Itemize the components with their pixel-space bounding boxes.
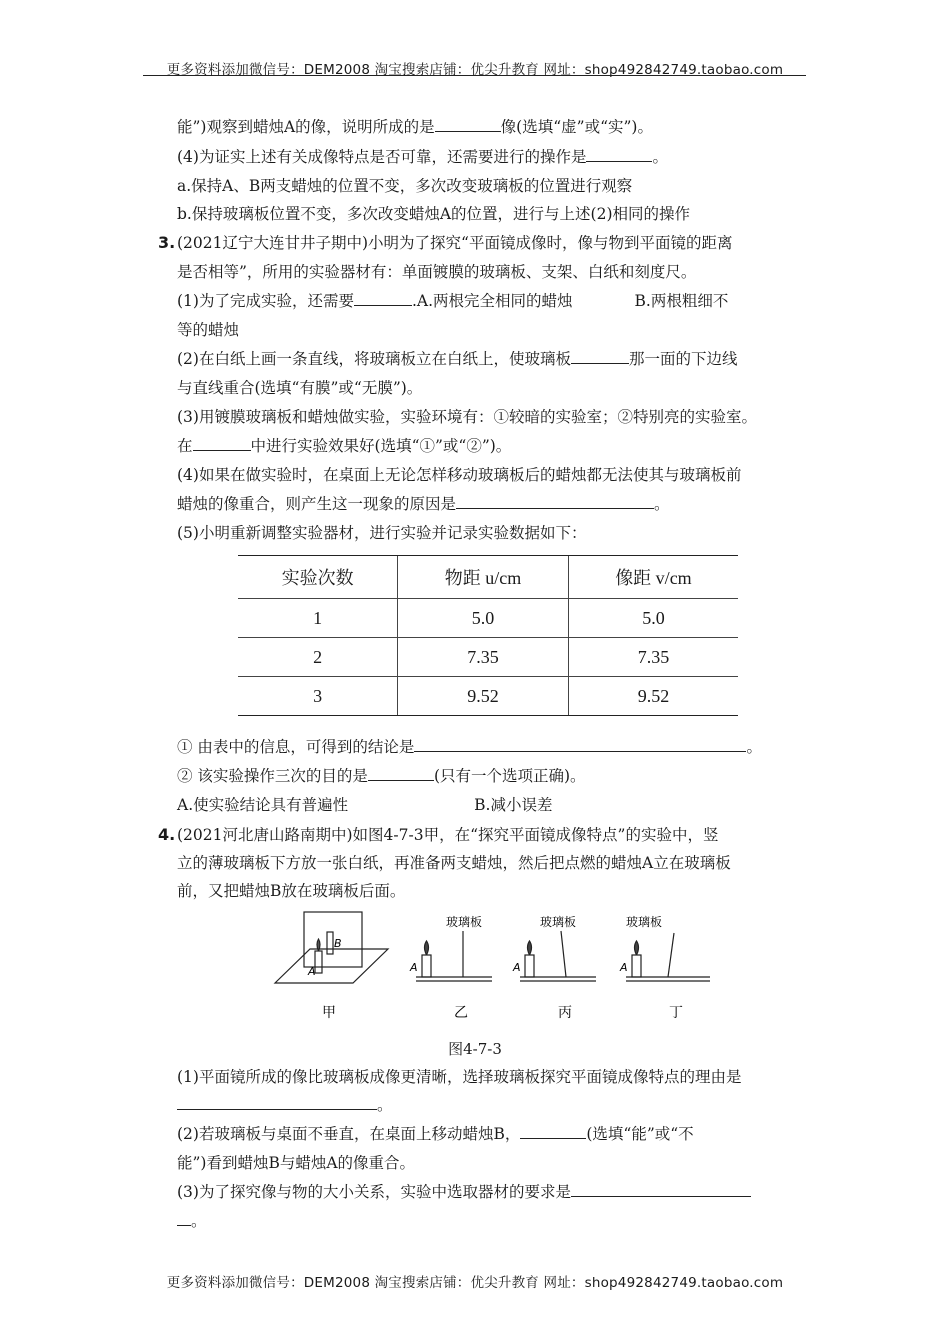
q4-part-1-cont: 。 — [177, 1095, 393, 1115]
figure-4-7-3 — [270, 905, 720, 1025]
q2-option-b: b.保持玻璃板位置不变，多次改变蜡烛A的位置，进行与上述(2)相同的操作 — [177, 205, 691, 223]
question-number: 3. — [158, 233, 176, 252]
q3-part-1-cont: 等的蜡烛 — [177, 321, 240, 339]
answer-blank[interactable] — [456, 494, 654, 509]
q3-purpose: ② 该实验操作三次的目的是 (只有一个选项正确)。 — [177, 767, 586, 785]
figure-label-ding: 丁 — [669, 1005, 683, 1021]
q4-part-2-cont: 能”)看到蜡烛B与蜡烛A的像重合。 — [177, 1154, 416, 1172]
figure-bing — [520, 931, 596, 981]
candle-a-label: A — [308, 965, 316, 978]
q4-part-2: (2)若玻璃板与桌面不垂直，在桌面上移动蜡烛B， (选填“能”或“不 — [177, 1125, 694, 1143]
answer-blank[interactable] — [435, 117, 501, 132]
answer-blank[interactable] — [177, 1095, 377, 1110]
figure-label-jia: 甲 — [322, 1005, 336, 1021]
answer-blank[interactable] — [586, 147, 652, 162]
table-header: 实验次数 — [238, 556, 398, 599]
answer-blank[interactable] — [368, 766, 434, 781]
q4-part-3-cont: 。 — [177, 1211, 207, 1231]
header-rule — [143, 75, 806, 76]
answer-blank[interactable] — [571, 349, 629, 364]
table-cell: 1 — [238, 599, 398, 638]
table-row — [238, 599, 738, 638]
q4-part-3: (3)为了探究像与物的大小关系，实验中选取器材的要求是 — [177, 1182, 751, 1202]
table-cell: 7.35 — [568, 638, 738, 677]
q3-part-5: (5)小明重新调整实验器材，进行实验并记录实验数据如下： — [177, 524, 587, 542]
q3-part-3: (3)用镀膜玻璃板和蜡烛做实验，实验环境有：①较暗的实验室；②特别亮的实验室。 — [177, 408, 757, 426]
data-table — [238, 555, 738, 716]
figure-label-bing: 丙 — [558, 1005, 572, 1021]
table-row — [238, 677, 738, 716]
q3-choices: A.使实验结论具有普遍性 B.减小误差 — [177, 796, 553, 814]
table-cell: 9.52 — [568, 677, 738, 716]
q4-stem-2: 立的薄玻璃板下方放一张白纸，再准备两支蜡烛，然后把点燃的蜡烛A立在玻璃板 — [177, 854, 731, 872]
table-header: 像距 v/cm — [568, 556, 738, 599]
q3-part-4: (4)如果在做实验时，在桌面上无论怎样移动玻璃板后的蜡烛都无法使其与玻璃板前 — [177, 466, 742, 484]
plate-label: 玻璃板 — [626, 915, 663, 929]
table-cell: 5.0 — [568, 599, 738, 638]
answer-blank[interactable] — [354, 291, 412, 306]
answer-blank[interactable] — [571, 1182, 751, 1197]
candle-a-label: A — [410, 961, 418, 974]
q2-option-a: a.保持A、B两支蜡烛的位置不变，多次改变玻璃板的位置进行观察 — [177, 177, 633, 195]
table-cell: 7.35 — [398, 638, 569, 677]
answer-blank[interactable] — [193, 436, 251, 451]
table-cell: 2 — [238, 638, 398, 677]
plate-label: 玻璃板 — [540, 915, 577, 929]
candle-a-label: A — [513, 961, 521, 974]
q3-part-1: (1)为了完成实验，还需要 .A.两根完全相同的蜡烛 B.两根粗细不 — [177, 292, 729, 310]
question-number: 4. — [158, 825, 176, 844]
answer-blank[interactable] — [177, 1211, 191, 1226]
answer-blank[interactable] — [520, 1124, 586, 1139]
q3-stem-2: 是否相等”，所用的实验器材有：单面镀膜的玻璃板、支架、白纸和刻度尺。 — [177, 263, 697, 281]
q3-part-2: (2)在白纸上画一条直线，将玻璃板立在白纸上，使玻璃板 那一面的下边线 — [177, 350, 738, 368]
candle-b-label: B — [334, 937, 342, 950]
figure-ding — [626, 933, 710, 981]
candle-a-label: A — [620, 961, 628, 974]
q3-conclusion: ① 由表中的信息，可得到的结论是 。 — [177, 738, 762, 756]
q4-stem-3: 前，又把蜡烛B放在玻璃板后面。 — [177, 882, 406, 900]
q3-part-3-cont: 在 中进行实验效果好(选填“①”或“②”)。 — [177, 437, 512, 455]
table-header: 物距 u/cm — [398, 556, 569, 599]
q4-stem-1: (2021河北唐山路南期中)如图4-7-3甲，在“探究平面镜成像特点”的实验中，竖 — [177, 826, 719, 844]
q2-line-1: 能”)观察到蜡烛A的像，说明所成的是 像(选填“虚”或“实”)。 — [177, 118, 653, 136]
figure-jia — [275, 912, 388, 983]
figure-label-yi: 乙 — [454, 1005, 468, 1021]
q4-part-1: (1)平面镜所成的像比玻璃板成像更清晰，选择玻璃板探究平面镜成像特点的理由是 — [177, 1068, 742, 1086]
q3-part-2-cont: 与直线重合(选填“有膜”或“无膜”)。 — [177, 379, 423, 397]
answer-blank[interactable] — [414, 737, 746, 752]
page-footer: 更多资料添加微信号：DEM2008 淘宝搜索店铺：优尖升教育 网址：shop492842749.taobao.com — [166, 1275, 784, 1291]
plate-label: 玻璃板 — [446, 915, 483, 929]
table-header-row — [238, 556, 738, 599]
table-cell: 9.52 — [398, 677, 569, 716]
q3-stem-1: (2021辽宁大连甘井子期中)小明为了探究“平面镜成像时，像与物到平面镜的距离 — [177, 234, 733, 252]
table-cell: 5.0 — [398, 599, 569, 638]
q2-line-2: (4)为证实上述有关成像特点是否可靠，还需要进行的操作是 。 — [177, 148, 668, 166]
figure-yi — [416, 931, 492, 981]
table-cell: 3 — [238, 677, 398, 716]
table-row — [238, 638, 738, 677]
figure-caption: 图4-7-3 — [448, 1040, 502, 1058]
q3-part-4-cont: 蜡烛的像重合，则产生这一现象的原因是 。 — [177, 495, 670, 513]
page-header: 更多资料添加微信号：DEM2008 淘宝搜索店铺：优尖升教育 网址：shop492842749.taobao.com — [166, 62, 784, 78]
